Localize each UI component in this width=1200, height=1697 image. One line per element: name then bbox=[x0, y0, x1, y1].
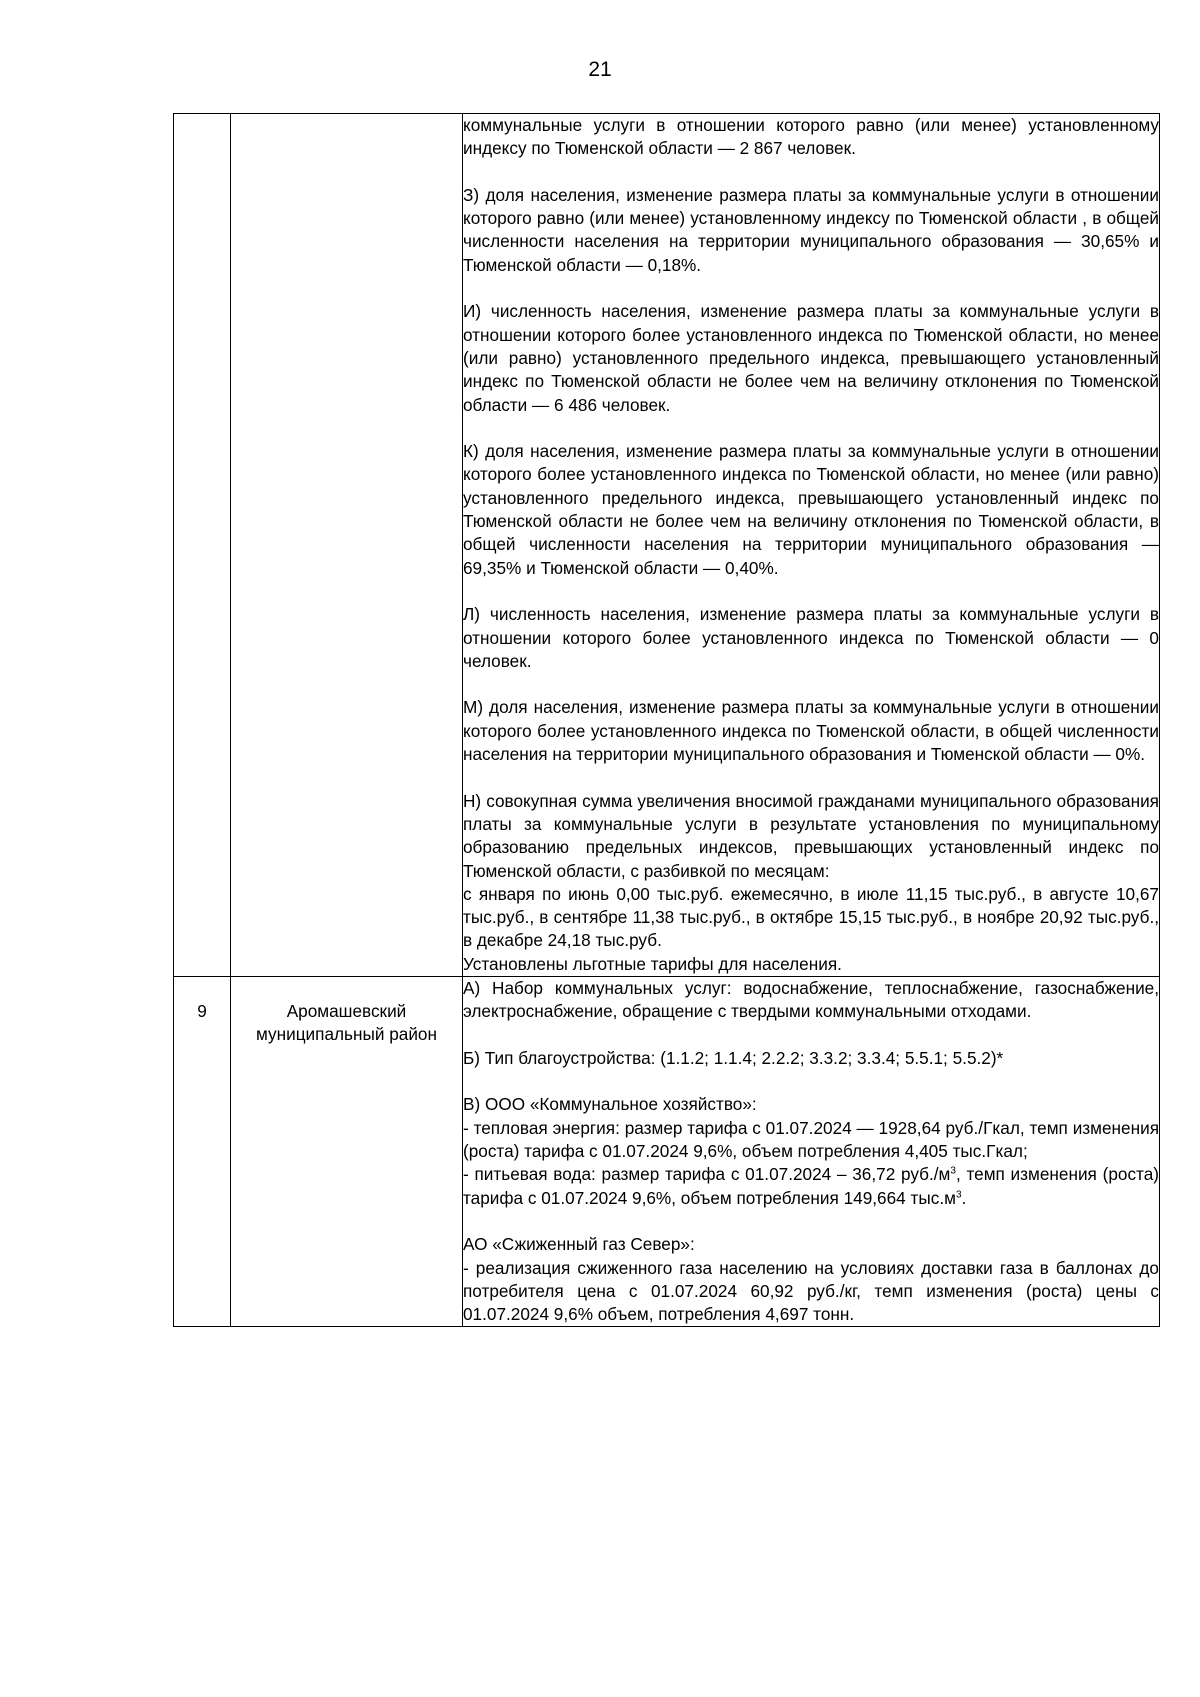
paragraph-line: с января по июнь 0,00 тыс.руб. ежемесячно, в июле 11,15 тыс.руб., в августе 10,67 тыс.руб., в сентябре 11,38 тыс.руб., в октябре 15,15 тыс.руб., в ноябре 20,92 тыс.руб., в декабре 24,18 тыс.руб. bbox=[463, 883, 1159, 951]
water-tariff-text: . bbox=[961, 1187, 967, 1208]
water-tariff-text: , темп изменения (роста) тарифа с 01.07.2024 9,6%, объем потребления 149,664 тыс.м bbox=[463, 1164, 1160, 1208]
paragraph: коммунальные услуги в отношении которого равно (или менее) установленному индексу по Тюменской области — 2 867 человек. bbox=[463, 115, 1159, 159]
row-number-cell: 9 bbox=[174, 976, 231, 1326]
paragraph: З) доля населения, изменение размера платы за коммунальные услуги в отношении которого равно (или менее) установленному индексу по Тюменской области , в общей численности населения на территории муниципального образования — 30,65% и Тюменской области — 0,18%. bbox=[463, 184, 1159, 275]
paragraph-line: Установлены льготные тарифы для населения. bbox=[463, 953, 842, 974]
paragraph: И) численность населения, изменение размера платы за коммунальные услуги в отношении которого более установленного индекса по Тюменской области, но менее (или равно) установленного предельного индекса, превышающего установленный индекс по Тюменской области не более чем на величину отклонения по Тюменской области — 6 486 человек. bbox=[463, 301, 1159, 415]
water-tariff-line bbox=[463, 1163, 1159, 1210]
paragraph bbox=[463, 1093, 1159, 1209]
paragraph: М) доля населения, изменение размера платы за коммунальные услуги в отношении которого более установленного индекса по Тюменской области, в общей численности населения на территории муниципального образования и Тюменской области — 0%. bbox=[463, 697, 1159, 765]
document-table bbox=[173, 113, 1160, 1327]
paragraph: К) доля населения, изменение размера платы за коммунальные услуги в отношении которого более установленного индекса по Тюменской области, но менее (или равно) установленного предельного индекса, превышающего установленный индекс по Тюменской области не более чем на величину отклонения по Тюменской области, в общей численности населения на территории муниципального образования — 69,35% и Тюменской области — 0,40%. bbox=[463, 441, 1159, 578]
municipality-cell bbox=[231, 114, 463, 977]
table-row bbox=[174, 114, 1160, 977]
page-number: 21 bbox=[588, 58, 612, 81]
table-row bbox=[174, 976, 1160, 1326]
superscript: 3 bbox=[950, 1165, 956, 1177]
paragraph: А) Набор коммунальных услуг: водоснабжение, теплоснабжение, газоснабжение, электроснабжение, обращение с твердыми коммунальными отходами. bbox=[463, 977, 1159, 1022]
paragraph: Б) Тип благоустройства: (1.1.2; 1.1.4; 2.2.2; 3.3.2; 3.3.4; 5.5.1; 5.5.2)* bbox=[463, 1047, 1004, 1068]
paragraph: Л) численность населения, изменение размера платы за коммунальные услуги в отношении которого более установленного индекса по Тюменской области — 0 человек. bbox=[463, 604, 1159, 671]
company-title: В) ООО «Коммунальное хозяйство»: bbox=[463, 1094, 757, 1115]
paragraph bbox=[463, 790, 1159, 976]
description-cell bbox=[463, 114, 1160, 977]
description-cell bbox=[463, 976, 1160, 1326]
paragraph bbox=[463, 1233, 1159, 1326]
water-tariff-text: - питьевая вода: размер тарифа с 01.07.2024 – 36,72 руб./м bbox=[463, 1164, 951, 1185]
company-title: АО «Сжиженный газ Север»: bbox=[463, 1234, 695, 1255]
gas-price-line: - реализация сжиженного газа населению на условиях доставки газа в баллонах до потребителя цена с 01.07.2024 60,92 руб./кг, темп изменения (роста) цены с 01.07.2024 9,6% объем, потребления 4,697 тонн. bbox=[463, 1257, 1159, 1325]
paragraph-line: Н) совокупная сумма увеличения вносимой гражданами муниципального образования платы за коммунальные услуги в результате установления по муниципальному образованию предельных индексов, превышающих установленный индекс по Тюменской области, с разбивкой по месяцам: bbox=[463, 790, 1159, 881]
superscript: 3 bbox=[955, 1188, 962, 1200]
municipality-cell: Аромашевский муниципальный район bbox=[231, 976, 463, 1326]
row-number-cell bbox=[174, 114, 231, 977]
heat-tariff-line: - тепловая энергия: размер тарифа с 01.07.2024 — 1928,64 руб./Гкал, темп изменения (роста) тарифа с 01.07.2024 9,6%, объем потребления 4,405 тыс.Гкал; bbox=[463, 1117, 1159, 1162]
